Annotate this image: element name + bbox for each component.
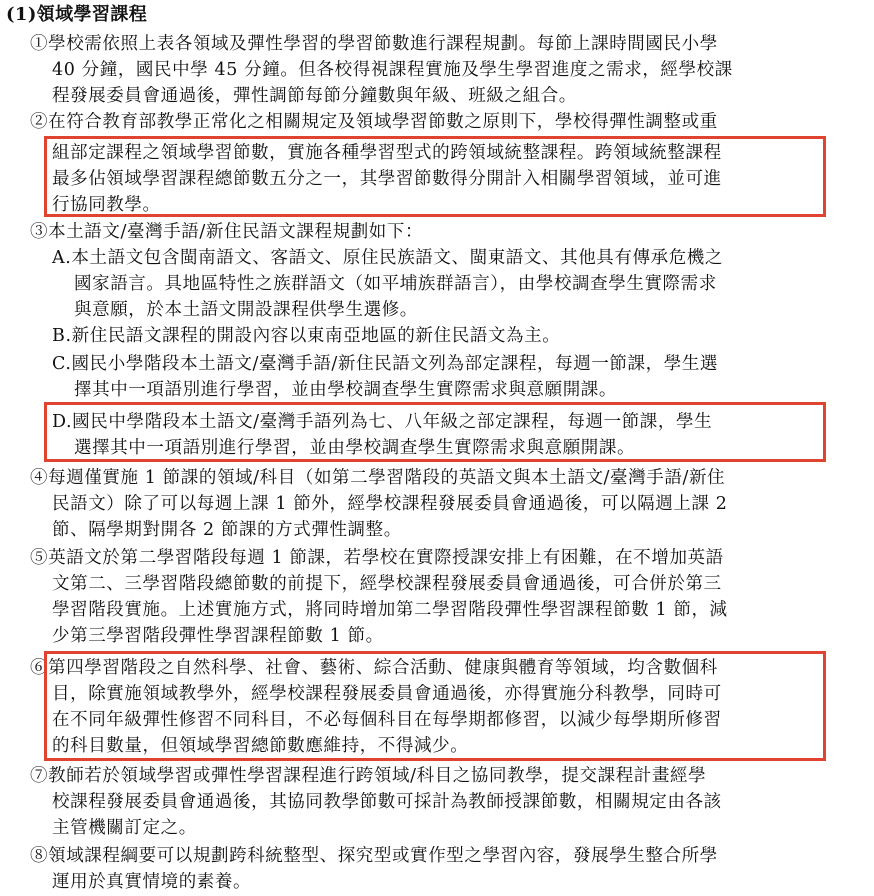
item-2-line-4: 行協同教學。 bbox=[52, 195, 161, 215]
item-8-line-2: 運用於真實情境的素養。 bbox=[52, 872, 252, 892]
item-3-subitem-d-line-1: D.國民中學階段本土語文/臺灣手語列為七、八年級之部定課程，每週一節課，學生 bbox=[52, 412, 713, 432]
item-2-line-3: 最多佔領域學習課程總節數五分之一，其學習節數得分開計入相關學習領域，並可進 bbox=[52, 169, 722, 189]
item-2-line-2: 組部定課程之領域學習節數，實施各種學習型式的跨領域統整課程。跨領域統整課程 bbox=[52, 143, 722, 163]
item-2-line-1: ②在符合教育部教學正常化之相關規定及領域學習節數之原則下，學校得彈性調整或重 bbox=[30, 112, 718, 132]
item-1-line-3: 程發展委員會通過後，彈性調節每節分鐘數與年級、班級之組合。 bbox=[52, 86, 577, 106]
item-3-subitem-c-line-1: C.國民小學階段本土語文/臺灣手語/新住民語文列為部定課程，每週一節課，學生選 bbox=[52, 354, 719, 374]
item-3-subitem-a-line-3: 與意願，於本土語文開設課程供學生選修。 bbox=[74, 300, 418, 320]
item-3-line-1: ③本土語文/臺灣手語/新住民語文課程規劃如下： bbox=[30, 222, 424, 242]
item-6-line-1: ⑥第四學習階段之自然科學、社會、藝術、綜合活動、健康與體育等領域，均含數個科 bbox=[30, 658, 718, 678]
item-4-line-1: ④每週僅實施 1 節課的領域/科目（如第二學習階段的英語文與本土語文/臺灣手語/新住 bbox=[30, 468, 726, 488]
item-5-line-4: 少第三學習階段彈性學習課程節數 1 節。 bbox=[52, 626, 384, 646]
item-5-line-3: 學習階段實施。上述實施方式，將同時增加第二學習階段彈性學習課程節數 1 節，減 bbox=[52, 600, 728, 620]
item-4-line-2: 民語文）除了可以每週上課 1 節外，經學校課程發展委員會通過後，可以隔週上課 2 bbox=[52, 494, 728, 514]
item-5-line-2: 文第二、三學習階段總節數的前提下，經學校課程發展委員會通過後，可合併於第三 bbox=[52, 574, 722, 594]
item-1-line-1: ①學校需依照上表各領域及彈性學習的學習節數進行課程規劃。每節上課時間國民小學 bbox=[30, 34, 718, 54]
item-6-line-2: 目，除實施領域教學外，經學校課程發展委員會通過後，亦得實施分科教學，同時可 bbox=[52, 684, 722, 704]
item-3-subitem-c-line-2: 擇其中一項語別進行學習，並由學校調查學生實際需求與意願開課。 bbox=[74, 380, 617, 400]
item-3-subitem-a-line-1: A.本土語文包含閩南語文、客語文、原住民族語文、閩東語文、其他具有傳承危機之 bbox=[52, 248, 723, 268]
item-6-line-3: 在不同年級彈性修習不同科目，不必每個科目在每學期都修習，以減少每學期所修習 bbox=[52, 710, 722, 730]
item-8-line-1: ⑧領域課程綱要可以規劃跨科統整型、探究型或實作型之學習內容，發展學生整合所學 bbox=[30, 846, 718, 866]
item-6-line-4: 的科目數量，但領域學習總節數應維持，不得減少。 bbox=[52, 736, 469, 756]
item-4-line-3: 節、隔學期對開各 2 節課的方式彈性調整。 bbox=[52, 520, 402, 540]
section-heading: (1)領域學習課程 bbox=[6, 4, 148, 25]
item-3-subitem-b-line-1: B.新住民語文課程的開設內容以東南亞地區的新住民語文為主。 bbox=[52, 326, 561, 346]
item-5-line-1: ⑤英語文於第二學習階段每週 1 節課，若學校在實際授課安排上有困難，在不增加英語 bbox=[30, 548, 724, 568]
item-7-line-1: ⑦教師若於領域學習或彈性學習課程進行跨領域/科目之協同教學，提交課程計畫經學 bbox=[30, 766, 707, 786]
item-7-line-2: 校課程發展委員會通過後，其協同教學節數可採計為教師授課節數，相關規定由各該 bbox=[52, 792, 722, 812]
item-3-subitem-d-line-2: 選擇其中一項語別進行學習，並由學校調查學生實際需求與意願開課。 bbox=[74, 438, 636, 458]
item-3-subitem-a-line-2: 國家語言。具地區特性之族群語文（如平埔族群語言），由學校調查學生實際需求 bbox=[74, 274, 717, 294]
item-1-line-2: 40 分鐘，國民中學 45 分鐘。但各校得視課程實施及學生學習進度之需求，經學校課 bbox=[52, 60, 733, 80]
item-7-line-3: 主管機關訂定之。 bbox=[52, 818, 197, 838]
